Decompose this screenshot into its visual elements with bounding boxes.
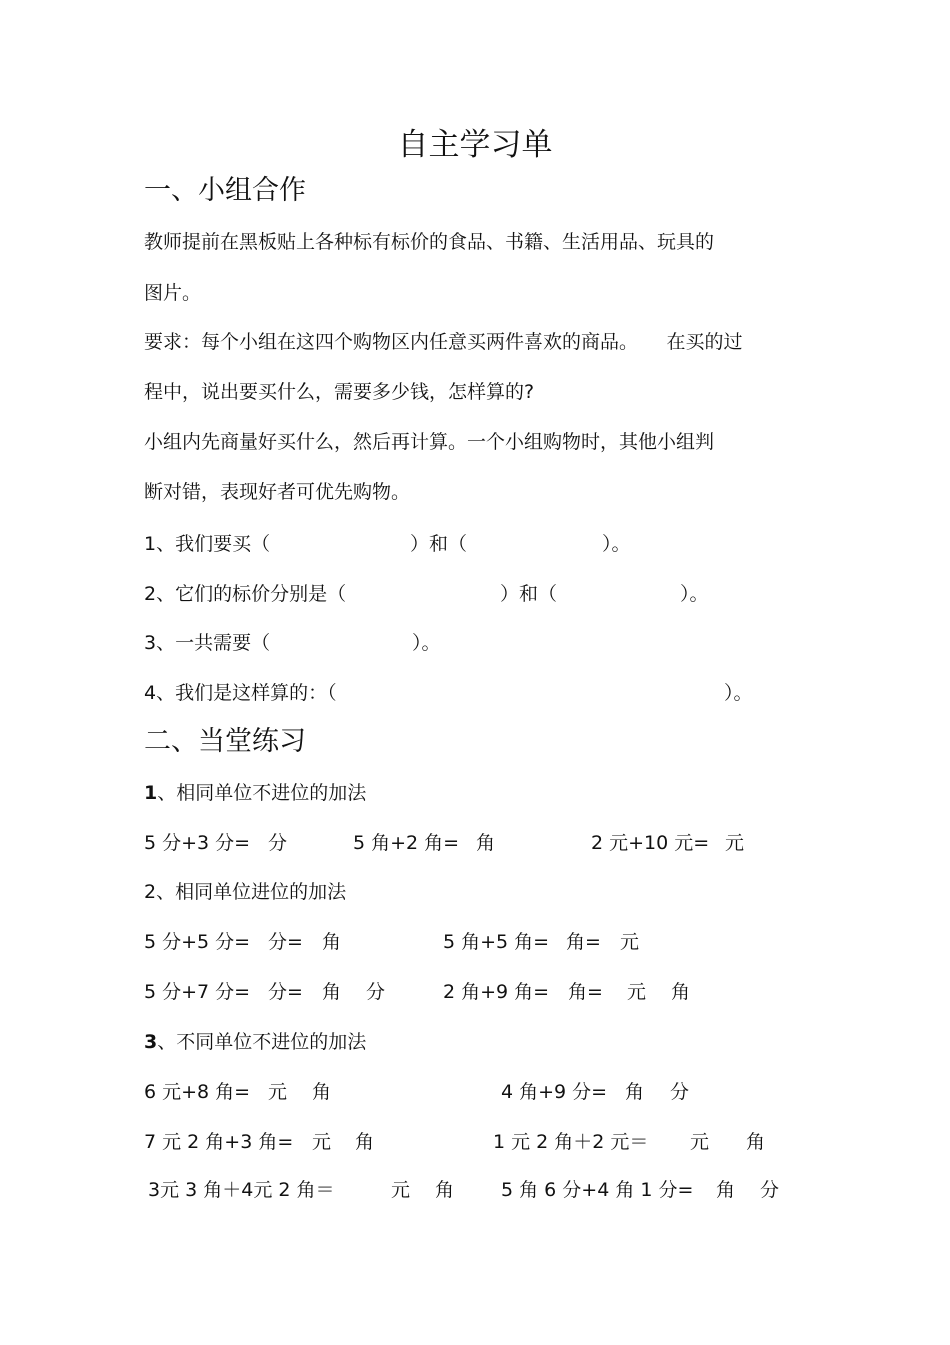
subsection-title-2: 2、相同单位进位的加法 [144, 881, 347, 903]
section1-paragraph-line: 要求：每个小组在这四个购物区内任意买两件喜欢的商品。 在买的过 [144, 331, 743, 353]
section1-heading: 一、小组合作 [144, 175, 306, 206]
section1-paragraph-line: 断对错，表现好者可优先购物。 [144, 481, 411, 503]
section1-paragraph-line: 教师提前在黑板贴上各种标有标价的食品、书籍、生活用品、玩具的 [144, 231, 715, 253]
page-title: 自主学习单 [397, 127, 553, 163]
section1-paragraph-line: 小组内先商量好买什么，然后再计算。一个小组购物时，其他小组判 [144, 431, 715, 453]
section2-heading: 二、当堂练习 [144, 726, 306, 757]
section1-paragraph-line: 图片。 [144, 282, 202, 304]
subsection-title-1: 1、相同单位不进位的加法 [144, 782, 367, 804]
subsection-title-3: 3、不同单位不进位的加法 [144, 1031, 367, 1053]
section1-paragraph-line: 程中，说出要买什么，需要多少钱，怎样算的? [144, 381, 535, 403]
